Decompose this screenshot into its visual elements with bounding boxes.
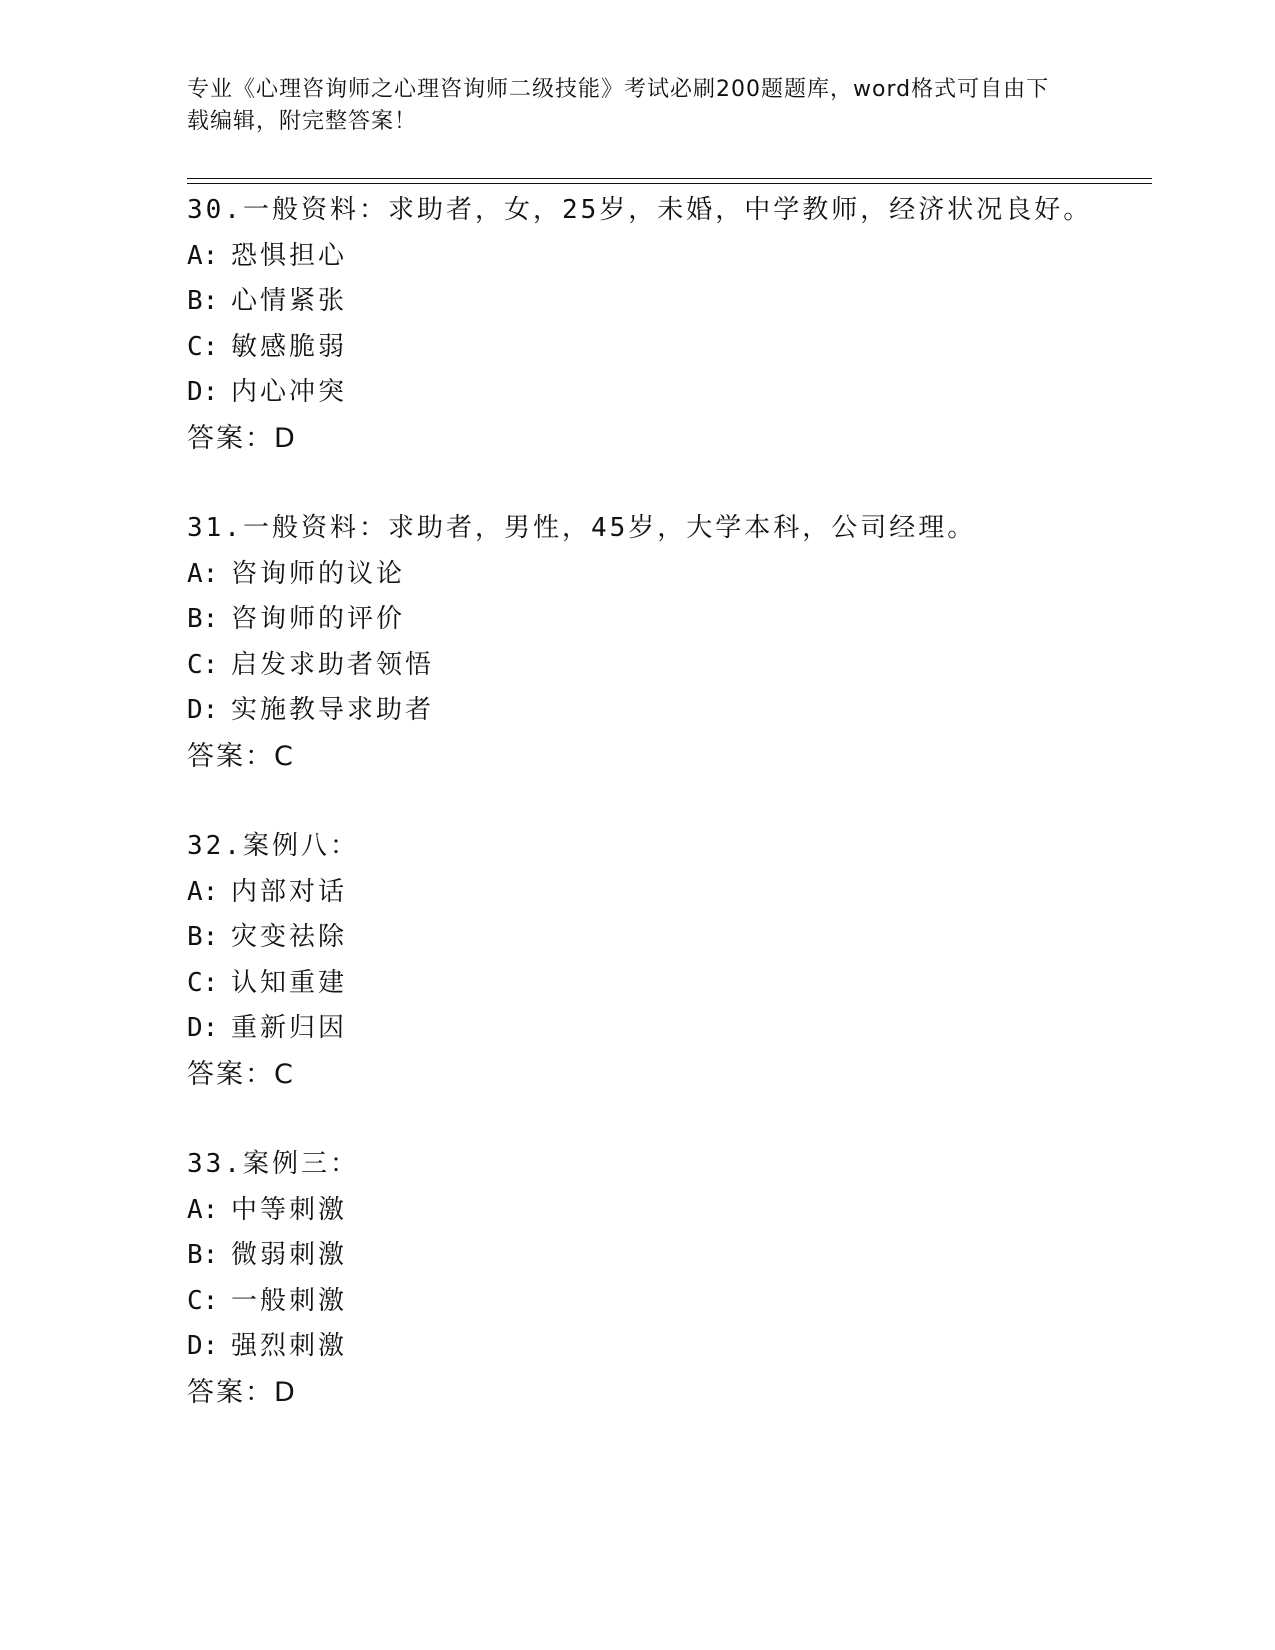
option-letter: C:	[187, 967, 219, 998]
option-letter: B:	[187, 1240, 219, 1270]
option-letter: A:	[187, 876, 219, 907]
option-d	[187, 688, 1152, 734]
option-a	[187, 870, 1152, 916]
option-d	[187, 1006, 1152, 1052]
option-letter: D:	[187, 695, 219, 725]
option-letter: A:	[187, 240, 219, 271]
option-c	[187, 643, 1152, 689]
question-block	[187, 1142, 1152, 1415]
option-a	[187, 552, 1152, 598]
question-stem: 31.一般资料：求助者，男性，45岁，大学本科，公司经理。	[187, 513, 977, 543]
option-text: 咨询师的评价	[231, 604, 406, 634]
option-d	[187, 1324, 1152, 1370]
question-stem: 32.案例八：	[187, 831, 359, 861]
option-d	[187, 370, 1152, 416]
option-c	[187, 325, 1152, 371]
option-c	[187, 1279, 1152, 1325]
option-text: 启发求助者领悟	[231, 649, 435, 680]
option-b	[187, 279, 1152, 325]
option-letter: A:	[187, 1194, 219, 1225]
answer-line: 答案：D	[187, 422, 297, 454]
option-text: 内心冲突	[231, 377, 348, 407]
question-block	[187, 506, 1152, 779]
option-text: 恐惧担心	[231, 240, 348, 271]
answer-line: 答案：C	[187, 1058, 295, 1090]
option-letter: D:	[187, 1013, 219, 1043]
document-intro: 专业《心理咨询师之心理咨询师二级技能》考试必刷200题题库，word格式可自由下载编辑，附完整答案！	[187, 77, 1050, 134]
option-letter: A:	[187, 558, 219, 589]
option-text: 重新归因	[231, 1013, 348, 1043]
option-letter: C:	[187, 331, 219, 362]
option-text: 强烈刺激	[231, 1331, 348, 1361]
option-letter: D:	[187, 377, 219, 407]
option-letter: B:	[187, 922, 219, 952]
option-text: 认知重建	[231, 967, 348, 998]
option-a	[187, 234, 1152, 280]
answer-line: 答案：D	[187, 1376, 297, 1408]
question-stem: 33.案例三：	[187, 1149, 359, 1179]
option-text: 一般刺激	[231, 1285, 348, 1316]
question-stem: 30.一般资料：求助者，女，25岁，未婚，中学教师，经济状况良好。	[187, 195, 1093, 225]
option-c	[187, 961, 1152, 1007]
option-text: 内部对话	[231, 876, 348, 907]
question-block	[187, 188, 1152, 461]
option-letter: B:	[187, 604, 219, 634]
option-text: 咨询师的议论	[231, 558, 406, 589]
option-a	[187, 1188, 1152, 1234]
header-divider-bottom	[187, 183, 1152, 184]
option-letter: B:	[187, 286, 219, 316]
option-letter: C:	[187, 649, 219, 680]
option-b	[187, 597, 1152, 643]
option-b	[187, 915, 1152, 961]
answer-line: 答案：C	[187, 740, 295, 772]
option-text: 实施教导求助者	[231, 695, 435, 725]
option-b	[187, 1233, 1152, 1279]
question-block	[187, 824, 1152, 1097]
option-text: 微弱刺激	[231, 1240, 348, 1270]
option-text: 中等刺激	[231, 1194, 348, 1225]
option-text: 敏感脆弱	[231, 331, 348, 362]
option-letter: C:	[187, 1285, 219, 1316]
option-text: 灾变祛除	[231, 922, 348, 952]
option-letter: D:	[187, 1331, 219, 1361]
option-text: 心情紧张	[231, 286, 348, 316]
header-divider-top	[187, 178, 1152, 179]
